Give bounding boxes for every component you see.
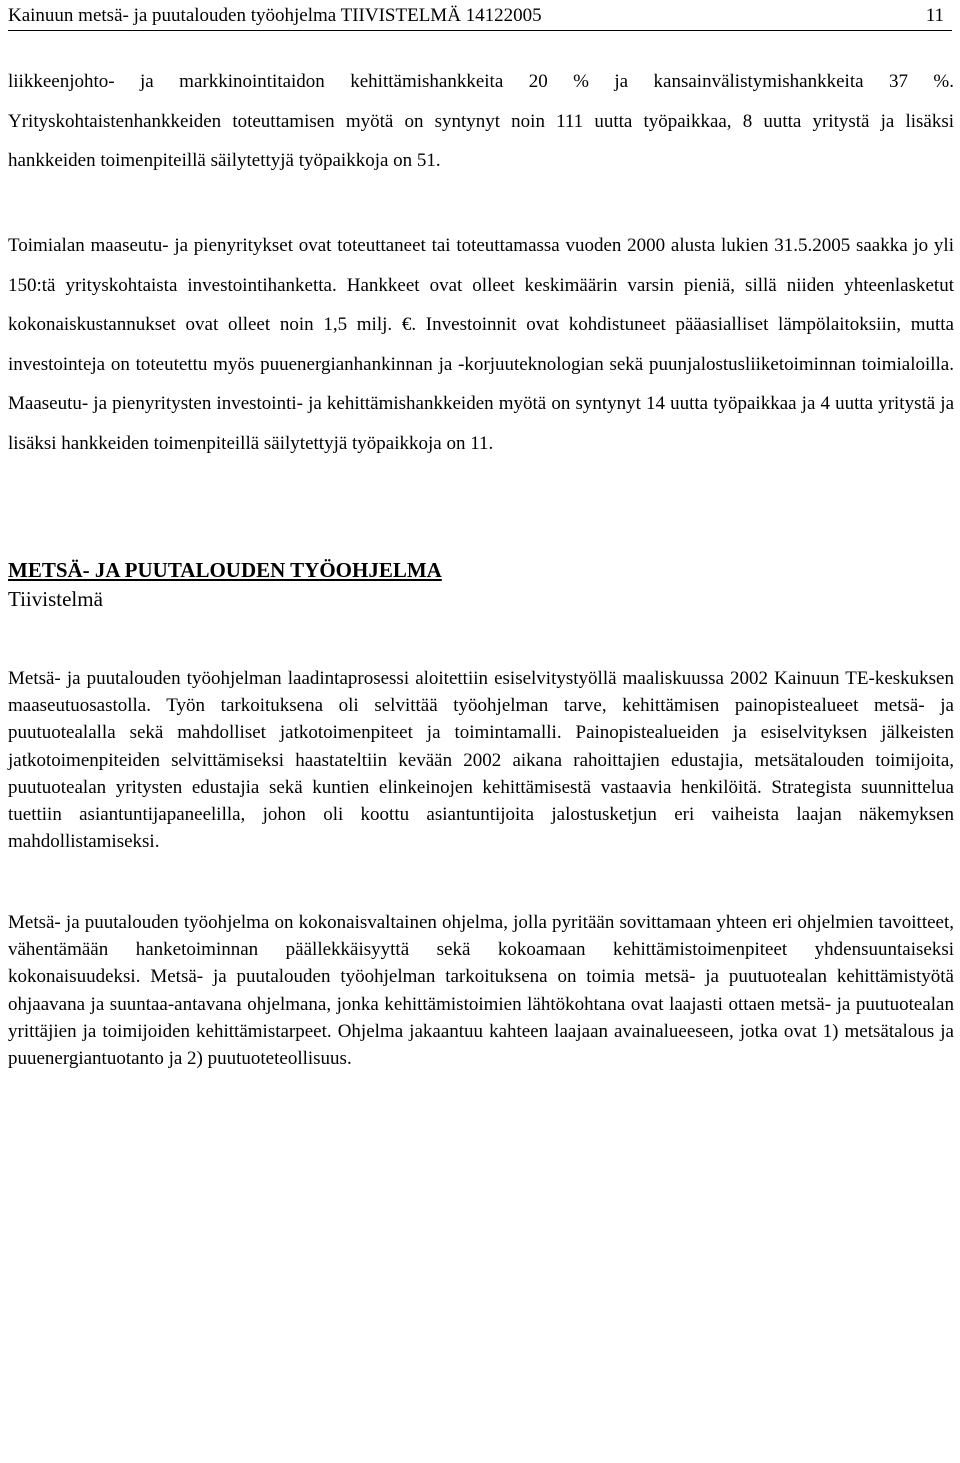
paragraph-1: liikkeenjohto- ja markkinointitaidon kehittämishankkeita 20 % ja kansainvälistymishankkeita 37 %. Yrityskohtaistenhankkeiden toteuttamisen myötä on syntynyt noin 111 uutta työpaikkaa, 8 uutta yritystä ja lisäksi hankkeiden toimenpiteillä säilytettyjä työpaikkoja on 51.: [8, 71, 954, 172]
paragraph-2: Toimialan maaseutu- ja pienyritykset ovat toteuttaneet tai toteuttamassa vuoden 2000 alusta lukien 31.5.2005 saakka jo yli 150:tä yrityskohtaista investointihanketta. Hankkeet ovat olleet keskimäärin varsin pieniä, sillä niiden yhteenlasketut kokonaiskustannukset ovat olleet noin 1,5 milj. €. Investoinnit ovat kohdistuneet pääasialliset lämpölaitoksiin, mutta investointeja on toteutettu myös puuenergianhankinnan ja -korjuuteknologian sekä puunjalostusliiketoiminnan toimialoilla. Maaseutu- ja pienyritysten investointi- ja kehittämishankkeiden myötä on syntynyt 14 uutta työpaikkaa ja 4 uutta yritystä ja lisäksi hankkeiden toimenpiteillä säilytettyjä työpaikkoja on 11.: [8, 235, 954, 454]
paragraph-3: Metsä- ja puutalouden työohjelman laadintaprosessi aloitettiin esiselvitystyöllä maaliskuussa 2002 Kainuun TE-keskuksen maaseutuosastolla. Työn tarkoituksena oli selvittää työohjelman tarve, kehittämisen painopistealueet metsä- ja puutuotealalla sekä mahdolliset jatkotoimenpiteet ja toimintamalli. Painopistealueiden ja esiselvityksen jälkeisten jatkotoimenpiteiden selvittämiseksi haastateltiin kevään 2002 aikana rahoittajien edustajia, metsätalouden toimijoita, puutuotealan yritysten edustajia sekä kuntien elinkeinojen kehittämisestä vastaavia henkilöitä. Strategista suunnittelua tuettiin asiantuntijapaneelilla, johon oli koottu asiantuntijoita jalostusketjun eri vaiheista laajan näkemyksen mahdollistamiseksi.: [8, 668, 954, 853]
running-header: [8, 2, 952, 31]
section-heading: METSÄ- JA PUUTALOUDEN TYÖOHJELMA: [8, 558, 442, 582]
paragraph-4: Metsä- ja puutalouden työohjelma on kokonaisvaltainen ohjelma, jolla pyritään sovittamaan yhteen eri ohjelmien tavoitteet, vähentämään hanketoiminnan päällekkäisyyttä sekä kokoamaan kehittämistoimenpiteet yhdensuuntaiseksi kokonaisuudeksi. Metsä- ja puutalouden työohjelman tarkoituksena on toimia metsä- ja puutuotealan kehittämistyötä ohjaavana ja suuntaa-antavana ohjelmana, jonka kehittämistoimien lähtökohtana ovat laajasti ottaen metsä- ja puutuotealan yrittäjien ja toimijoiden kehittämistarpeet. Ohjelma jakaantuu kahteen laajaan avainalueeseen, jotka ovat 1) metsätalous ja puuenergiantuotanto ja 2) puutuoteteollisuus.: [8, 912, 954, 1070]
header-title: Kainuun metsä- ja puutalouden työohjelma TIIVISTELMÄ 14122005: [8, 5, 542, 26]
page-number: 11: [925, 5, 944, 26]
section-subheading: Tiivistelmä: [8, 587, 103, 611]
